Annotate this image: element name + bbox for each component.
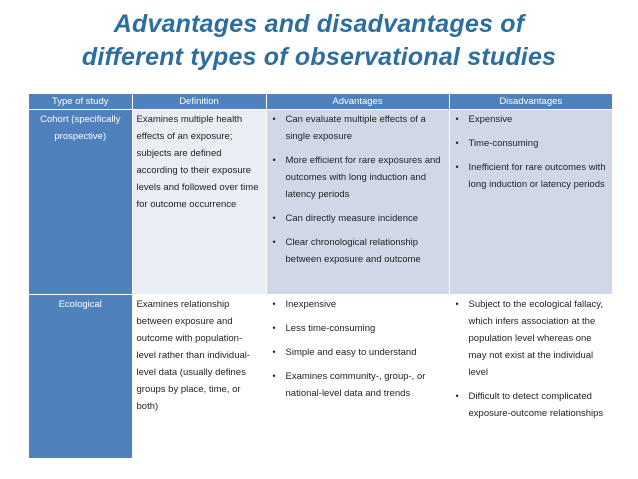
advantage-text: Less time-consuming — [285, 323, 376, 334]
bullet-icon: • — [272, 213, 276, 223]
disadvantage-text: Difficult to detect complicated exposure-outcome relationships — [468, 391, 604, 419]
list-item — [271, 344, 445, 361]
header-disadvantages: Disadvantages — [449, 94, 612, 110]
cell-disadvantages — [449, 295, 612, 459]
bullet-icon: • — [455, 391, 459, 401]
cell-disadvantages — [449, 110, 612, 295]
cell-study-type: Cohort (specifically prospective) — [29, 110, 132, 295]
list-item — [454, 135, 609, 152]
advantages-list — [271, 111, 445, 268]
bullet-icon: • — [272, 155, 276, 165]
cell-definition: Examines relationship between exposure and outcome with population-level rather than individual-level data (usually defines groups by place, time, or both) — [132, 295, 266, 459]
slide-title-line-1: Advantages and disadvantages of — [113, 10, 525, 38]
header-type-of-study: Type of study — [29, 94, 132, 110]
list-item — [271, 320, 445, 337]
list-item — [271, 210, 445, 227]
advantage-text: More efficient for rare exposures and outcomes with long induction and latency periods — [285, 155, 441, 200]
table-row-cohort — [29, 110, 612, 295]
advantage-text: Inexpensive — [285, 299, 337, 310]
list-item — [271, 296, 445, 313]
advantage-text: Can evaluate multiple effects of a single exposure — [285, 114, 426, 142]
table-header-row — [29, 94, 612, 110]
header-definition: Definition — [132, 94, 266, 110]
bullet-icon: • — [455, 114, 459, 124]
advantage-text: Simple and easy to understand — [285, 347, 417, 358]
disadvantage-text: Expensive — [468, 114, 513, 125]
list-item — [454, 388, 609, 422]
bullet-icon: • — [455, 138, 459, 148]
advantage-text: Can directly measure incidence — [285, 213, 419, 224]
list-item — [271, 234, 445, 268]
list-item — [271, 368, 445, 402]
disadvantage-text: Inefficient for rare outcomes with long induction or latency periods — [468, 162, 606, 190]
list-item — [454, 296, 609, 381]
disadvantage-text: Subject to the ecological fallacy, which infers association at the population level whereas one may not exist at the individual level — [468, 299, 603, 378]
slide-title — [0, 8, 638, 74]
list-item — [454, 111, 609, 128]
disadvantages-list — [454, 296, 609, 422]
list-item — [454, 159, 609, 193]
header-advantages: Advantages — [266, 94, 449, 110]
advantages-list — [271, 296, 445, 402]
comparison-table — [29, 94, 612, 458]
bullet-icon: • — [272, 237, 276, 247]
advantage-text: Examines community-, group-, or national-level data and trends — [285, 371, 426, 399]
slide-title-line-2: different types of observational studies — [81, 43, 557, 71]
table-row-ecological — [29, 295, 612, 459]
bullet-icon: • — [272, 371, 276, 381]
cell-advantages — [266, 295, 449, 459]
bullet-icon: • — [272, 114, 276, 124]
disadvantages-list — [454, 111, 609, 193]
list-item — [271, 152, 445, 203]
advantage-text: Clear chronological relationship between exposure and outcome — [285, 237, 421, 265]
cell-definition: Examines multiple health effects of an exposure; subjects are defined according to their exposure levels and followed over time for outcome occurrence — [132, 110, 266, 295]
bullet-icon: • — [272, 323, 276, 333]
cell-advantages — [266, 110, 449, 295]
cell-study-type: Ecological — [29, 295, 132, 459]
bullet-icon: • — [272, 347, 276, 357]
bullet-icon: • — [272, 299, 276, 309]
bullet-icon: • — [455, 162, 459, 172]
bullet-icon: • — [455, 299, 459, 309]
list-item — [271, 111, 445, 145]
disadvantage-text: Time-consuming — [468, 138, 539, 149]
